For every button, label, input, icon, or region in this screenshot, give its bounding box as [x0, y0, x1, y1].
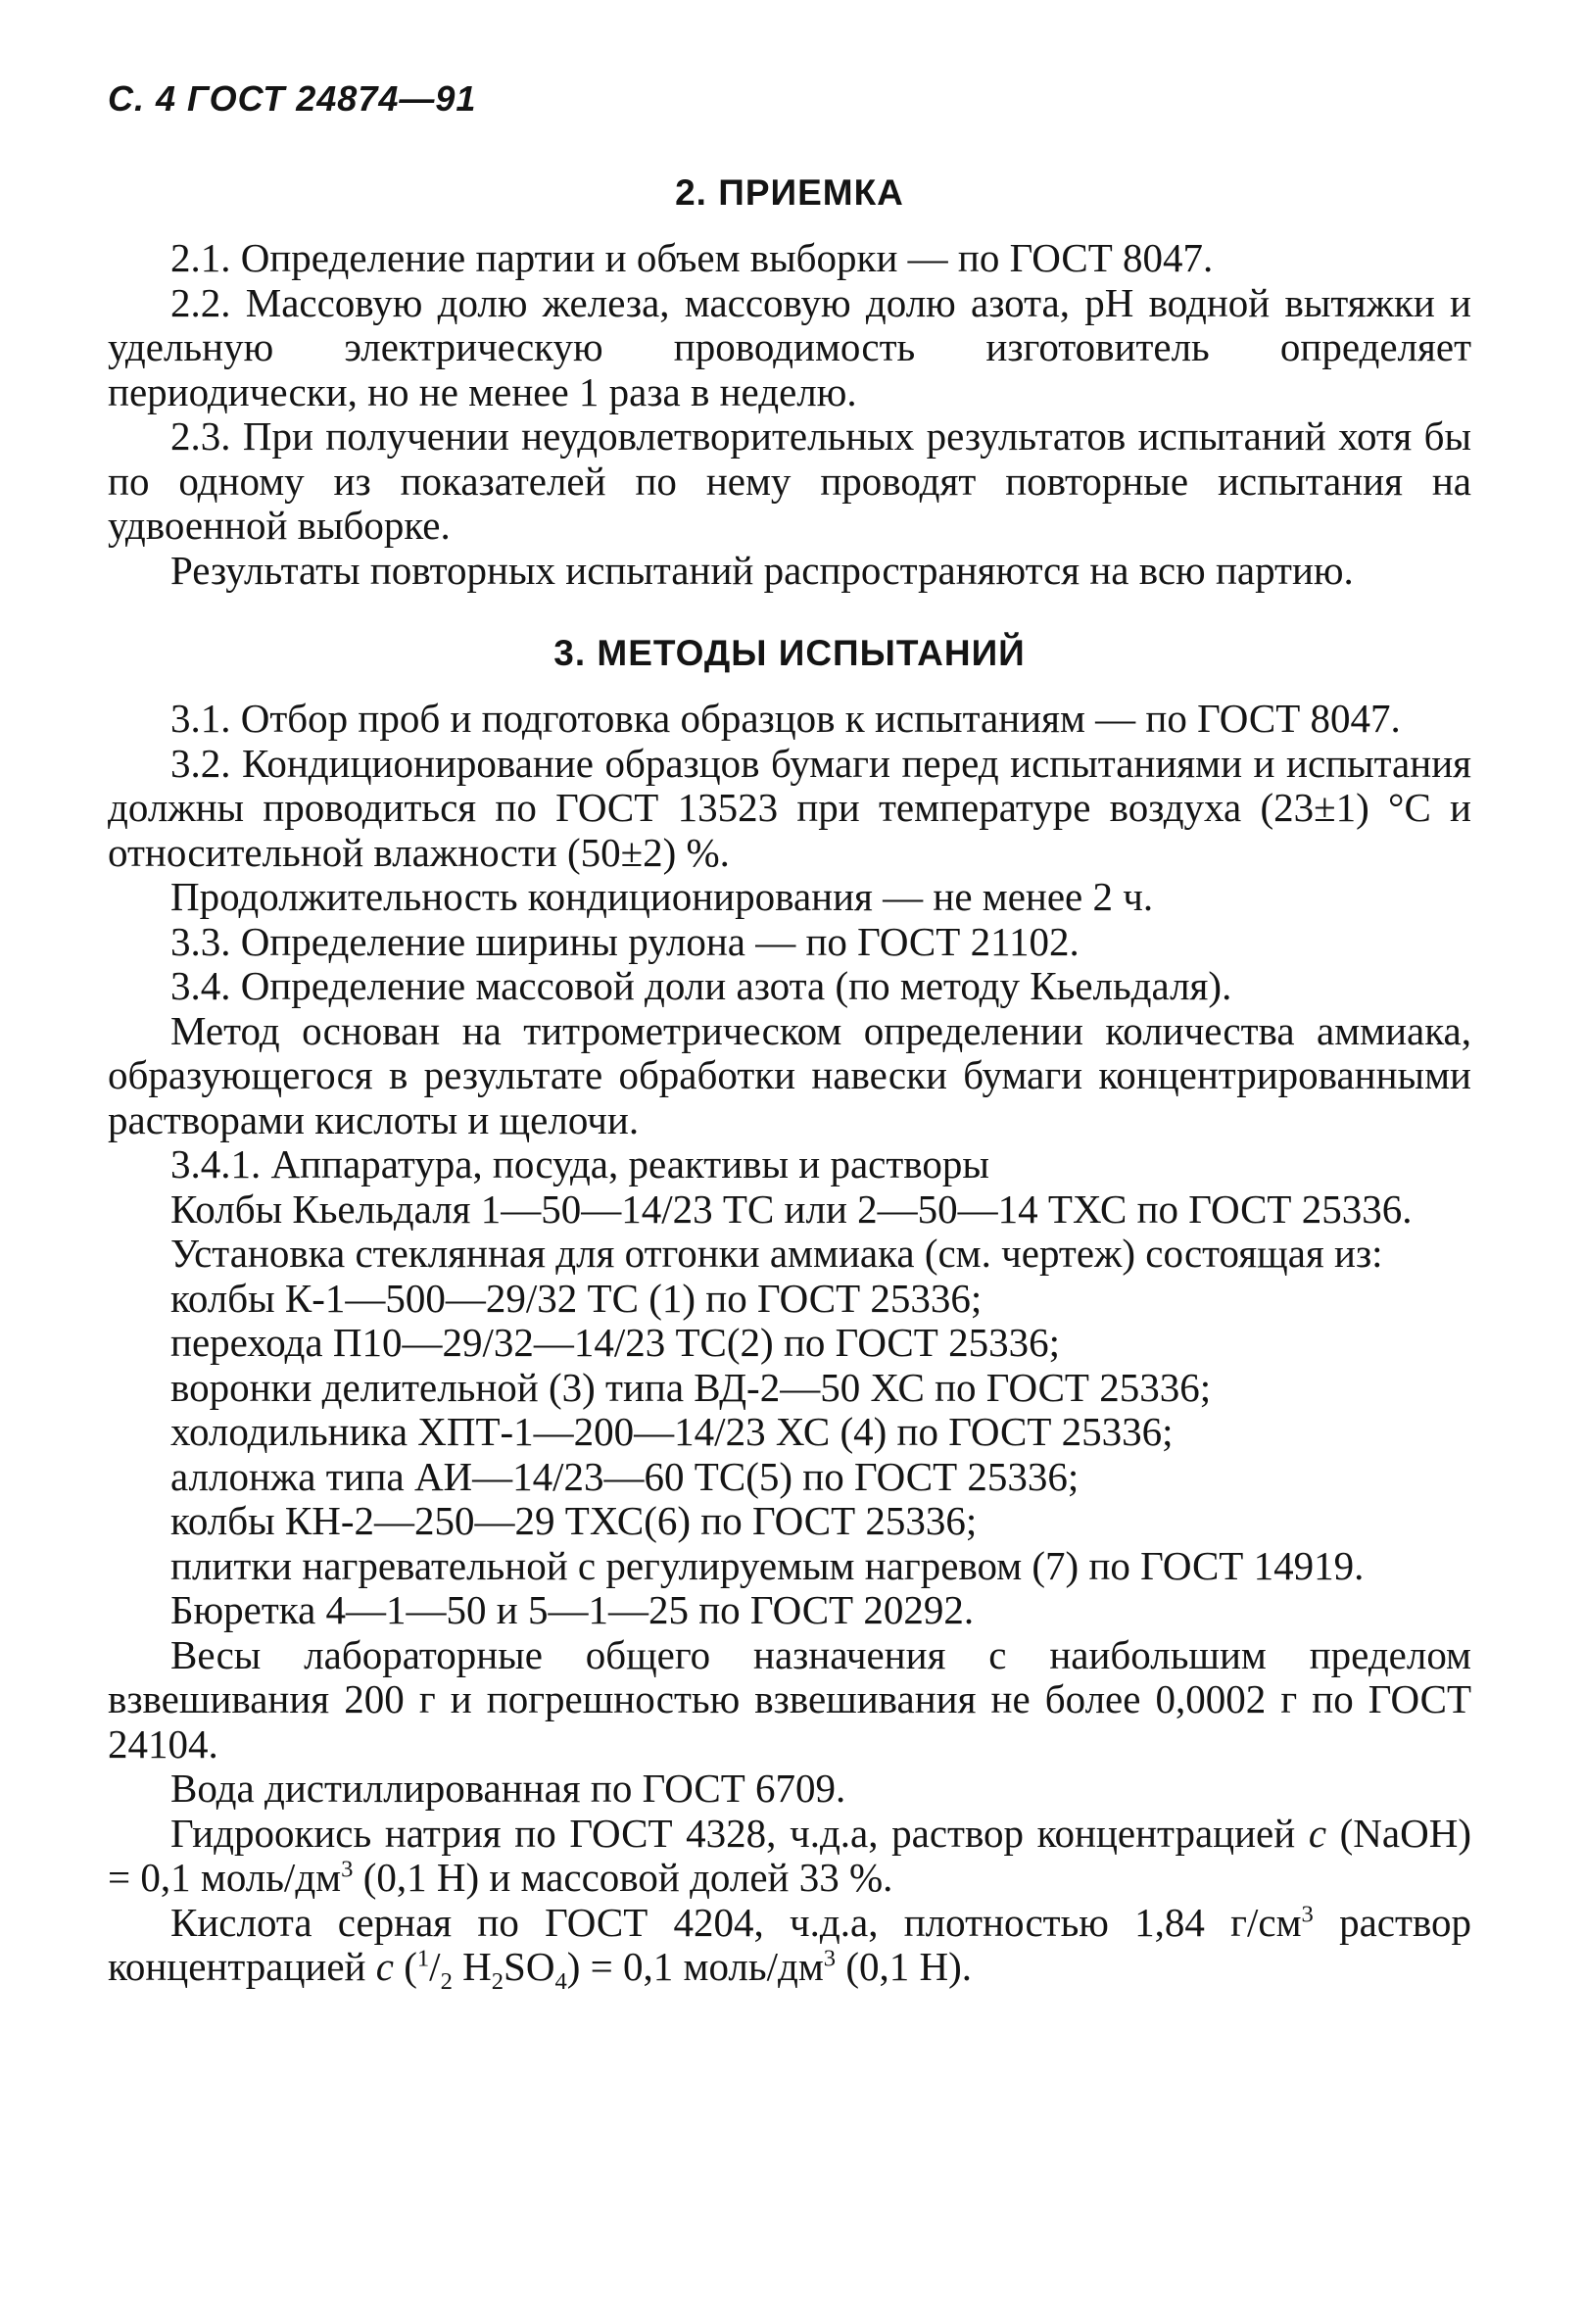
- acid-solution: раствор концентрацией: [108, 1899, 1471, 1989]
- paragraph-2-3: 2.3. При получении неудовлетворительных результатов испытаний хотя бы по одному из показателей по нему проводят повторные испытания на удвоенной выборке.: [108, 413, 1471, 548]
- setup-items-list: [108, 1277, 1471, 1544]
- paragraph-3-4-1: 3.4.1. Аппаратура, посуда, реактивы и растворы: [170, 1141, 989, 1186]
- naoh-c-symbol: c: [1308, 1810, 1327, 1856]
- naoh-formula: (NaOH) = 0,1 моль/дм: [108, 1810, 1471, 1900]
- list-item: аллонжа типа АИ—14/23—60 ТС(5) по ГОСТ 25336;: [170, 1453, 1080, 1499]
- paragraph-3-4: 3.4. Определение массовой доли азота (по методу Кьельдаля).: [170, 963, 1232, 1008]
- acid-unit-superscript: 3: [823, 1945, 837, 1972]
- page-header: С. 4 ГОСТ 24874—91: [108, 78, 477, 119]
- document-body: [108, 171, 1471, 1996]
- paragraph-sodium-hydroxide: [108, 1812, 1471, 1901]
- list-item: холодильника ХПТ-1—200—14/23 ХС (4) по ГОСТ 25336;: [170, 1409, 1174, 1454]
- paragraph-sulfuric-acid: Кислота серная по ГОСТ 4204, ч.д.а, плотностью 1,84 $г/см^3$ раствор концентрацией c ($^1/_2$ $H_2SO_4) = 0,1$ моль/$дм^3$ (0,1 Н).: [108, 1899, 1471, 1996]
- list-item: колбы К-1—500—29/32 ТС (1) по ГОСТ 25336;: [170, 1275, 983, 1321]
- acid-h-subscript: 2: [491, 1968, 504, 1996]
- section-3-title: 3. МЕТОДЫ ИСПЫТАНИЙ: [553, 633, 1026, 673]
- paragraph-3-2-duration: Продолжительность кондиционирования — не менее 2 ч.: [170, 874, 1154, 919]
- list-item: колбы КН-2—250—29 ТХС(6) по ГОСТ 25336;: [170, 1498, 978, 1543]
- paragraph-3-1: 3.1. Отбор проб и подготовка образцов к испытаниям — по ГОСТ 8047.: [170, 696, 1401, 741]
- list-item: воронки делительной (3) типа ВД-2—50 ХС по ГОСТ 25336;: [170, 1364, 1212, 1410]
- paragraph-3-4-method: Метод основан на титрометрическом определении количества аммиака, образующегося в результате обработки навески бумаги концентрированными растворами кислоты и щелочи.: [108, 1007, 1471, 1142]
- paragraph-setup: Установка стеклянная для отгонки аммиака (см. чертеж) состоящая из:: [170, 1231, 1383, 1276]
- paragraph-burette: Бюретка 4—1—50 и 5—1—25 по ГОСТ 20292.: [170, 1587, 975, 1632]
- acid-text: Кислота серная по ГОСТ 4204, ч.д.а, плотностью 1,84 г/см: [170, 1899, 1302, 1945]
- paragraph-2-1: 2.1. Определение партии и объем выборки — по ГОСТ 8047.: [170, 235, 1214, 280]
- paragraph-hotplate: плитки нагревательной с регулируемым нагревом (7) по ГОСТ 14919.: [170, 1542, 1365, 1588]
- paragraph-2-3-results: Результаты повторных испытаний распространяются на всю партию.: [170, 547, 1354, 593]
- acid-density-superscript: 3: [1301, 1900, 1314, 1927]
- acid-fraction-numerator: 1: [416, 1945, 430, 1972]
- paragraph-scales: Весы лабораторные общего назначения с наибольшим пределом взвешивания 200 г и погрешностью взвешивания не более 0,0002 г по ГОСТ 24104.: [108, 1631, 1471, 1767]
- naoh-end: (0,1 Н) и массовой долей 33 %.: [362, 1855, 893, 1900]
- paragraph-3-2: 3.2. Кондиционирование образцов бумаги перед испытаниями и испытания должны проводиться по ГОСТ 13523 при температуре воздуха (23±1) °С и относительной влажности (50±2) %.: [108, 740, 1471, 875]
- acid-h: H: [462, 1944, 492, 1989]
- acid-fraction-denominator: 2: [440, 1968, 453, 1996]
- paragraph-kjeldahl-flasks: Колбы Кьельдаля 1—50—14/23 ТС или 2—50—14 ТХС по ГОСТ 25336.: [170, 1186, 1413, 1232]
- paragraph-3-3: 3.3. Определение ширины рулона — по ГОСТ 21102.: [170, 918, 1080, 964]
- acid-equals: ) = 0,1 моль/дм: [566, 1944, 824, 1989]
- acid-end: (0,1 Н).: [845, 1944, 972, 1989]
- naoh-superscript: 3: [341, 1856, 354, 1883]
- paragraph-water: Вода дистиллированная по ГОСТ 6709.: [170, 1766, 846, 1811]
- paragraph-2-2: 2.2. Массовую долю железа, массовую долю азота, pH водной вытяжки и удельную электрическую проводимость изготовитель определяет периодически, но не менее 1 раза в неделю.: [108, 279, 1471, 414]
- acid-so: SO: [504, 1944, 555, 1989]
- list-item: перехода П10—29/32—14/23 ТС(2) по ГОСТ 25336;: [170, 1320, 1060, 1365]
- section-2-title: 2. ПРИЕМКА: [675, 172, 904, 213]
- acid-c-symbol: c: [375, 1944, 394, 1989]
- acid-so-subscript: 4: [554, 1968, 567, 1996]
- naoh-text: Гидроокись натрия по ГОСТ 4328, ч.д.а, раствор концентрацией: [170, 1810, 1296, 1856]
